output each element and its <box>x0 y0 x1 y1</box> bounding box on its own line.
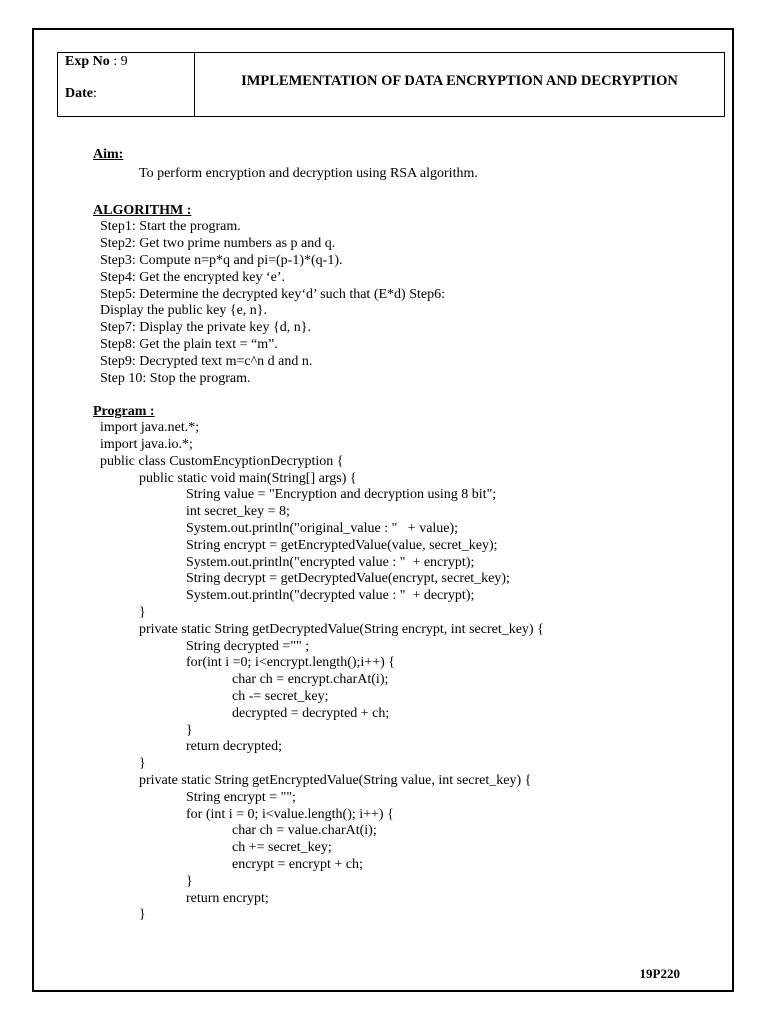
algorithm-step: Display the public key {e, n}. <box>100 303 268 318</box>
header-table <box>57 52 725 117</box>
code-line: for (int i = 0; i<value.length(); i++) { <box>186 807 394 822</box>
code-line: char ch = value.charAt(i); <box>232 823 377 838</box>
code-line: import java.net.*; <box>100 420 200 435</box>
algorithm-step: Step3: Compute n=p*q and pi=(p-1)*(q-1). <box>100 253 343 268</box>
code-line: private static String getEncryptedValue(String value, int secret_key) { <box>139 773 532 788</box>
date-separator: : <box>93 86 97 101</box>
code-line: String encrypt = ""; <box>186 790 296 805</box>
code-line: public class CustomEncyptionDecryption { <box>100 454 344 469</box>
algorithm-step: Step4: Get the encrypted key ‘e’. <box>100 270 286 285</box>
code-line: String decrypt = getDecryptedValue(encrypt, secret_key); <box>186 571 510 586</box>
date-label: Date <box>65 86 93 101</box>
roll-number: 19P220 <box>639 966 680 981</box>
algorithm-step: Step 10: Stop the program. <box>100 371 251 386</box>
code-line: } <box>186 723 193 738</box>
code-line: private static String getDecryptedValue(String encrypt, int secret_key) { <box>139 622 544 637</box>
algorithm-step: Step9: Decrypted text m=c^n d and n. <box>100 354 313 369</box>
code-line: return decrypted; <box>186 739 283 754</box>
aim-text: To perform encryption and decryption using RSA algorithm. <box>139 166 478 181</box>
code-line: } <box>139 756 146 771</box>
code-line: int secret_key = 8; <box>186 504 290 519</box>
code-line: ch += secret_key; <box>232 840 332 855</box>
exp-no-value: : 9 <box>109 54 128 69</box>
header-meta-cell <box>58 53 195 116</box>
code-line: String value = "Encryption and decryption using 8 bit"; <box>186 487 497 502</box>
code-line: public static void main(String[] args) { <box>139 471 357 486</box>
exp-no-row <box>65 54 128 70</box>
code-line: String encrypt = getEncryptedValue(value, secret_key); <box>186 538 498 553</box>
aim-heading: Aim: <box>93 147 124 162</box>
code-line: char ch = encrypt.charAt(i); <box>232 672 389 687</box>
code-line: import java.io.*; <box>100 437 193 452</box>
code-line: String decrypted ="" ; <box>186 639 310 654</box>
algorithm-step: Step8: Get the plain text = “m”. <box>100 337 278 352</box>
algorithm-step: Step2: Get two prime numbers as p and q. <box>100 236 336 251</box>
code-line: } <box>139 907 146 922</box>
code-line: } <box>139 605 146 620</box>
algorithm-heading: ALGORITHM : <box>93 203 192 218</box>
code-line: for(int i =0; i<encrypt.length();i++) { <box>186 655 395 670</box>
code-line: System.out.println("decrypted value : " + decrypt); <box>186 588 475 603</box>
code-line: } <box>186 874 193 889</box>
algorithm-step: Step7: Display the private key {d, n}. <box>100 320 311 335</box>
code-line: ch -= secret_key; <box>232 689 329 704</box>
date-row <box>65 86 97 102</box>
exp-no-label: Exp No <box>65 54 110 69</box>
code-line: System.out.println("original_value : " + value); <box>186 521 459 536</box>
algorithm-step: Step5: Determine the decrypted key‘d’ such that (E*d) Step6: <box>100 287 445 302</box>
code-line: encrypt = encrypt + ch; <box>232 857 363 872</box>
code-line: return encrypt; <box>186 891 269 906</box>
algorithm-step: Step1: Start the program. <box>100 219 241 234</box>
program-heading: Program : <box>93 404 155 419</box>
code-line: System.out.println("encrypted value : " + encrypt); <box>186 555 475 570</box>
code-line: decrypted = decrypted + ch; <box>232 706 390 721</box>
document-title: IMPLEMENTATION OF DATA ENCRYPTION AND DECRYPTION <box>241 73 678 89</box>
